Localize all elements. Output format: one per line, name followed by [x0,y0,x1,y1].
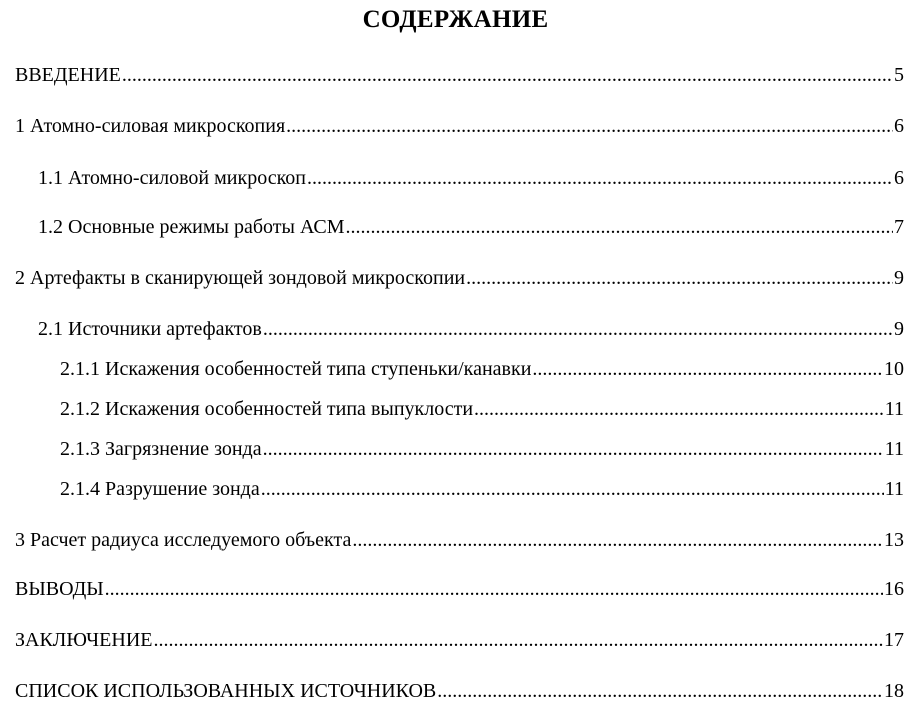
toc-entry-page: 9 [894,267,904,289]
toc-entry-label: 2.1.1 Искажения особенностей типа ступеньки/канавки [60,358,532,380]
toc-dot-leader [532,357,883,381]
toc-dot-leader [122,63,893,87]
toc-dot-leader [153,628,883,652]
toc-dot-leader [105,577,883,601]
toc-entry[interactable] [15,577,904,601]
toc-entry-page: 11 [884,398,904,420]
toc-entry-page: 7 [894,216,904,238]
toc-dot-leader [286,114,893,138]
toc-entry-label: 1.2 Основные режимы работы АСМ [38,216,345,238]
toc-entry[interactable] [15,266,904,290]
toc-entry[interactable] [60,357,904,381]
toc-dot-leader [437,679,883,703]
toc-entry-label: 2.1.3 Загрязнение зонда [60,438,262,460]
toc-entry[interactable] [38,317,904,341]
toc-entry[interactable] [15,63,904,87]
toc-entry-label: 1 Атомно-силовая микроскопия [15,115,286,137]
toc-entry-label: 2.1.2 Искажения особенностей типа выпуклости [60,398,474,420]
toc-entry[interactable] [15,528,904,552]
toc-entry-page: 9 [894,318,904,340]
toc-entry[interactable] [60,437,904,461]
toc-entry-page: 18 [884,680,904,702]
toc-entry-page: 16 [884,578,904,600]
toc-entry[interactable] [15,114,904,138]
toc-dot-leader [263,317,893,341]
toc-entry[interactable] [60,477,904,501]
toc-entry-label: 1.1 Атомно-силовой микроскоп [38,167,306,189]
toc-dot-leader [346,215,893,239]
toc-entry[interactable] [38,215,904,239]
toc-dot-leader [466,266,893,290]
toc-entry-label: СПИСОК ИСПОЛЬЗОВАННЫХ ИСТОЧНИКОВ [15,680,437,702]
toc-entry-page: 13 [884,529,904,551]
toc-entry-label: ВВЕДЕНИЕ [15,64,121,86]
toc-entry-label: ВЫВОДЫ [15,578,104,600]
toc-entry-page: 6 [894,167,904,189]
toc-dot-leader [307,166,893,190]
toc-dot-leader [352,528,883,552]
toc-entry[interactable] [38,166,904,190]
toc-entry-page: 11 [884,438,904,460]
toc-entry-label: 2.1 Источники артефактов [38,318,262,340]
toc-entry-label: 3 Расчет радиуса исследуемого объекта [15,529,352,551]
toc-dot-leader [261,477,884,501]
toc-entry-label: ЗАКЛЮЧЕНИЕ [15,629,153,651]
page-title: СОДЕРЖАНИЕ [362,6,549,33]
toc-entry-page: 10 [884,358,904,380]
toc-entry-label: 2.1.4 Разрушение зонда [60,478,260,500]
toc-entry-page: 11 [884,478,904,500]
toc-dot-leader [263,437,884,461]
toc-entry[interactable] [60,397,904,421]
toc-entry-page: 5 [894,64,904,86]
toc-entry[interactable] [15,679,904,703]
toc-entry[interactable] [15,628,904,652]
toc-entry-page: 6 [894,115,904,137]
toc-dot-leader [474,397,884,421]
toc-entry-page: 17 [884,629,904,651]
toc-entry-label: 2 Артефакты в сканирующей зондовой микроскопии [15,267,466,289]
